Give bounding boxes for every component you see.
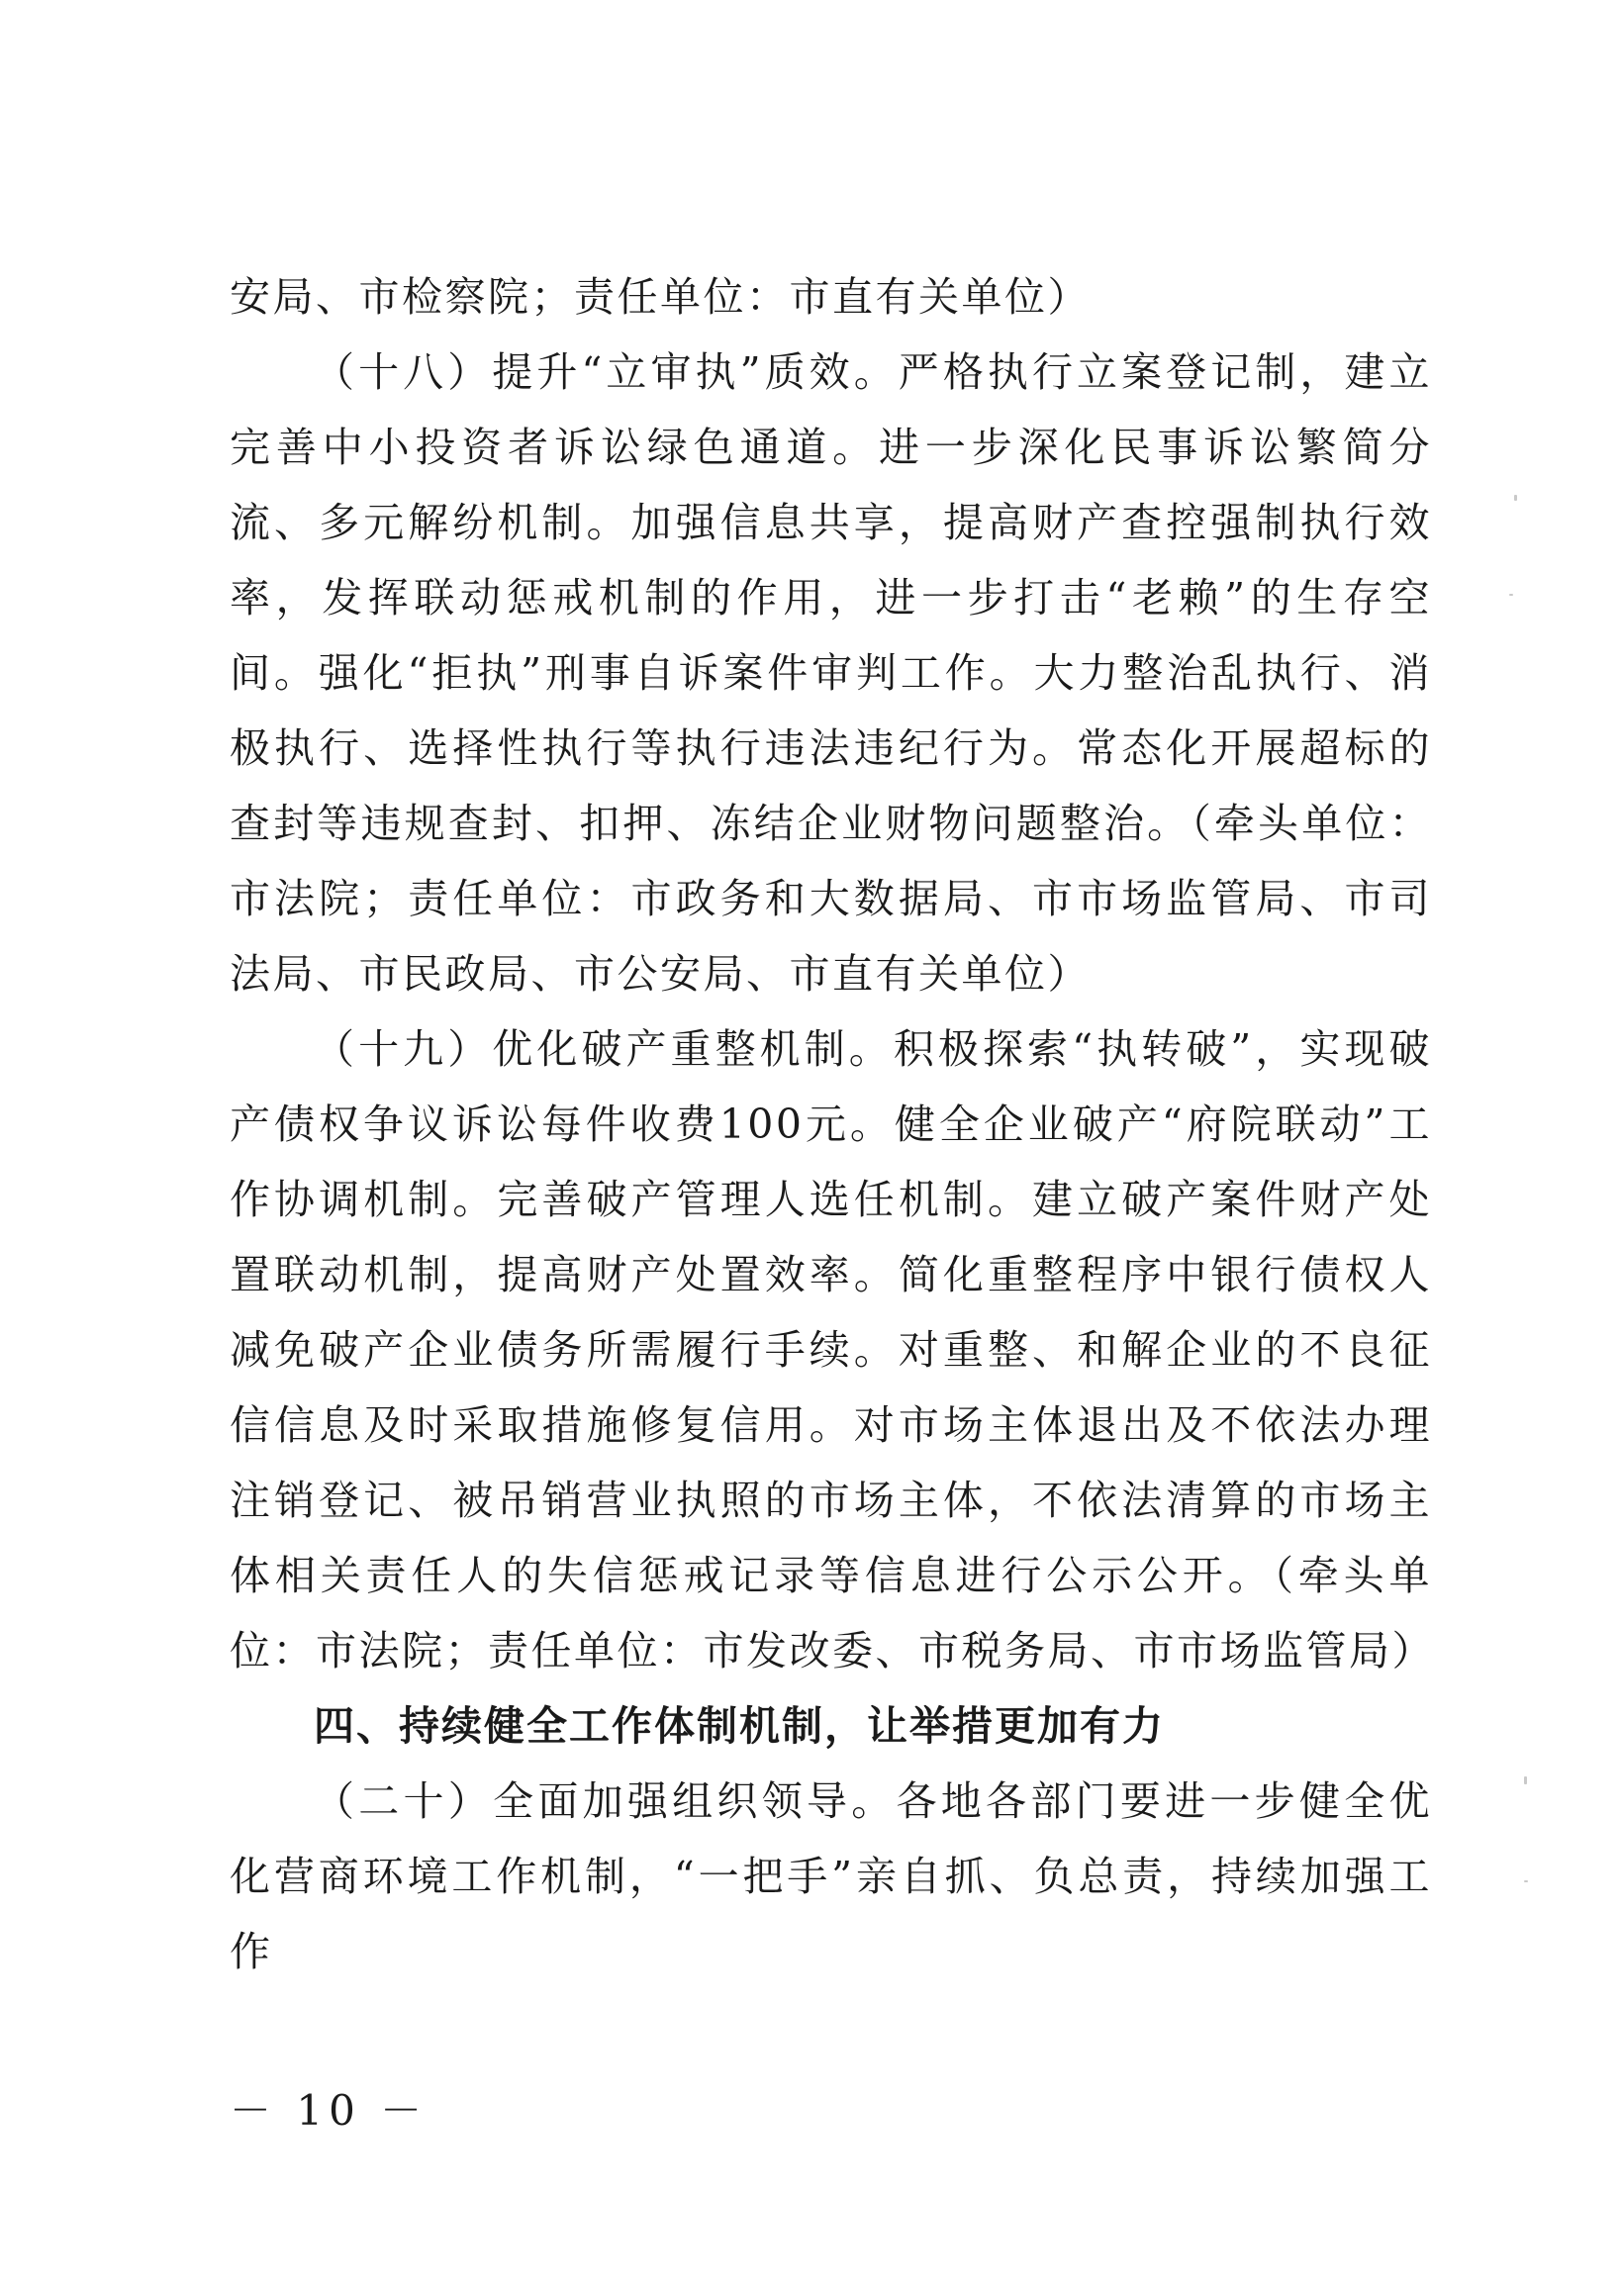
- page-number: － 10 －: [230, 2086, 429, 2135]
- paragraph-item-20: （二十）全面加强组织领导。各地各部门要进一步健全优化营商环境工作机制，“一把手”亲自抓、负总责，持续加强工作: [230, 1777, 1432, 1975]
- scan-speck: [1514, 495, 1517, 501]
- scan-speck: [1509, 594, 1513, 596]
- paragraph-item-18: （十八）提升“立审执”质效。严格执行立案登记制，建立完善中小投资者诉讼绿色通道。进一步深化民事诉讼繁简分流、多元解纷机制。加强信息共享，提高财产查控强制执行效率，发挥联动惩戒机制的作用，进一步打击“老赖”的生存空间。强化“拒执”刑事自诉案件审判工作。大力整治乱执行、消极执行、选择性执行等执行违法违纪行为。常态化开展超标的查封等违规查封、扣押、冻结企业财物问题整治。（牵头单位：市法院；责任单位：市政务和大数据局、市市场监管局、市司法局、市民政局、市公安局、市直有关单位）: [230, 348, 1432, 998]
- paragraph-continuation: 安局、市检察院；责任单位：市直有关单位）: [230, 273, 1091, 321]
- scan-speck: [1524, 1776, 1527, 1784]
- scan-speck: [1524, 1880, 1528, 1882]
- section-heading-4: 四、持续健全工作体制机制，让举措更加有力: [314, 1702, 1165, 1750]
- document-body: [230, 259, 1435, 1989]
- paragraph-item-19: （十九）优化破产重整机制。积极探索“执转破”，实现破产债权争议诉讼每件收费100元。健全企业破产“府院联动”工作协调机制。完善破产管理人选任机制。建立破产案件财产处置联动机制，提高财产处置效率。简化重整程序中银行债权人减免破产企业债务所需履行手续。对重整、和解企业的不良征信信息及时采取措施修复信用。对市场主体退出及不依法办理注销登记、被吊销营业执照的市场主体，不依法清算的市场主体相关责任人的失信惩戒记录等信息进行公示公开。（牵头单位：市法院；责任单位：市发改委、市税务局、市市场监管局）: [230, 1025, 1435, 1674]
